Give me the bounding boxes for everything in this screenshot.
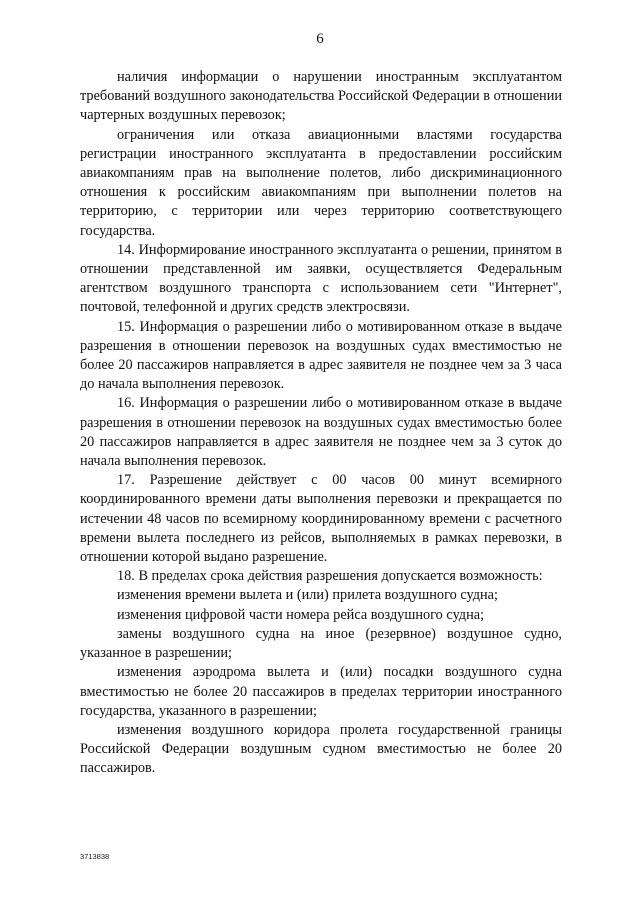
paragraph-item-16: 16. Информация о разрешении либо о мотивированном отказе в выдаче разрешения в отношении перевозок на воздушных судах вместимостью более 20 пассажиров направляется в адрес заявителя не позднее чем за 3 суток до начала выполнения перевозок.: [80, 395, 562, 470]
paragraph-item-17: 17. Разрешение действует с 00 часов 00 минут всемирного координированного времени даты выполнения перевозки и прекращается по истечении 48 часов по всемирному координированному времени с расчетного времени вылета последнего из рейсов, выполняемых в рамках перевозки, в отношении которой выдано разрешение.: [80, 472, 562, 566]
paragraph-item-15: 15. Информация о разрешении либо о мотивированном отказе в выдаче разрешения в отношении перевозок на воздушных судах вместимостью не более 20 пассажиров направляется в адрес заявителя не позднее чем за 3 часа до начала выполнения перевозок.: [80, 318, 562, 393]
paragraph-change-corridor: изменения воздушного коридора пролета государственной границы Российской Федерации воздушным судном вместимостью не более 20 пассажиров.: [80, 721, 562, 777]
document-body: [80, 68, 562, 779]
paragraph-item-18: 18. В пределах срока действия разрешения допускается возможность:: [117, 568, 543, 585]
paragraph-change-aerodrome: изменения аэродрома вылета и (или) посадки воздушного судна вместимостью не более 20 пассажиров в пределах территории иностранного государства, указанного в разрешении;: [80, 664, 562, 719]
page-number: 6: [316, 31, 324, 47]
paragraph-violation-info: наличия информации о нарушении иностранным эксплуатантом требований воздушного законодательства Российской Федерации в отношении чартерных воздушных перевозок;: [80, 69, 562, 124]
paragraph-replace-aircraft: замены воздушного судна на иное (резервное) воздушное судно, указанное в разрешении;: [80, 625, 562, 662]
paragraph-item-14: 14. Информирование иностранного эксплуатанта о решении, принятом в отношении представленной им заявки, осуществляется Федеральным агентством воздушного транспорта с использованием сети "Интернет", почтовой, телефонной и других средств электросвязи.: [80, 241, 562, 316]
document-code: 3713838: [80, 852, 110, 861]
paragraph-restriction: ограничения или отказа авиационными властями государства регистрации иностранного эксплуатанта в предоставлении российским авиакомпаниям прав на выполнение полетов, либо дискриминационного отношения к российским авиакомпаниям при выполнении полетов на территорию, с территории или через территорию соответствующего государства.: [80, 126, 562, 239]
paragraph-change-flight-number: изменения цифровой части номера рейса воздушного судна;: [117, 606, 485, 623]
paragraph-change-time: изменения времени вылета и (или) прилета воздушного судна;: [117, 587, 498, 604]
